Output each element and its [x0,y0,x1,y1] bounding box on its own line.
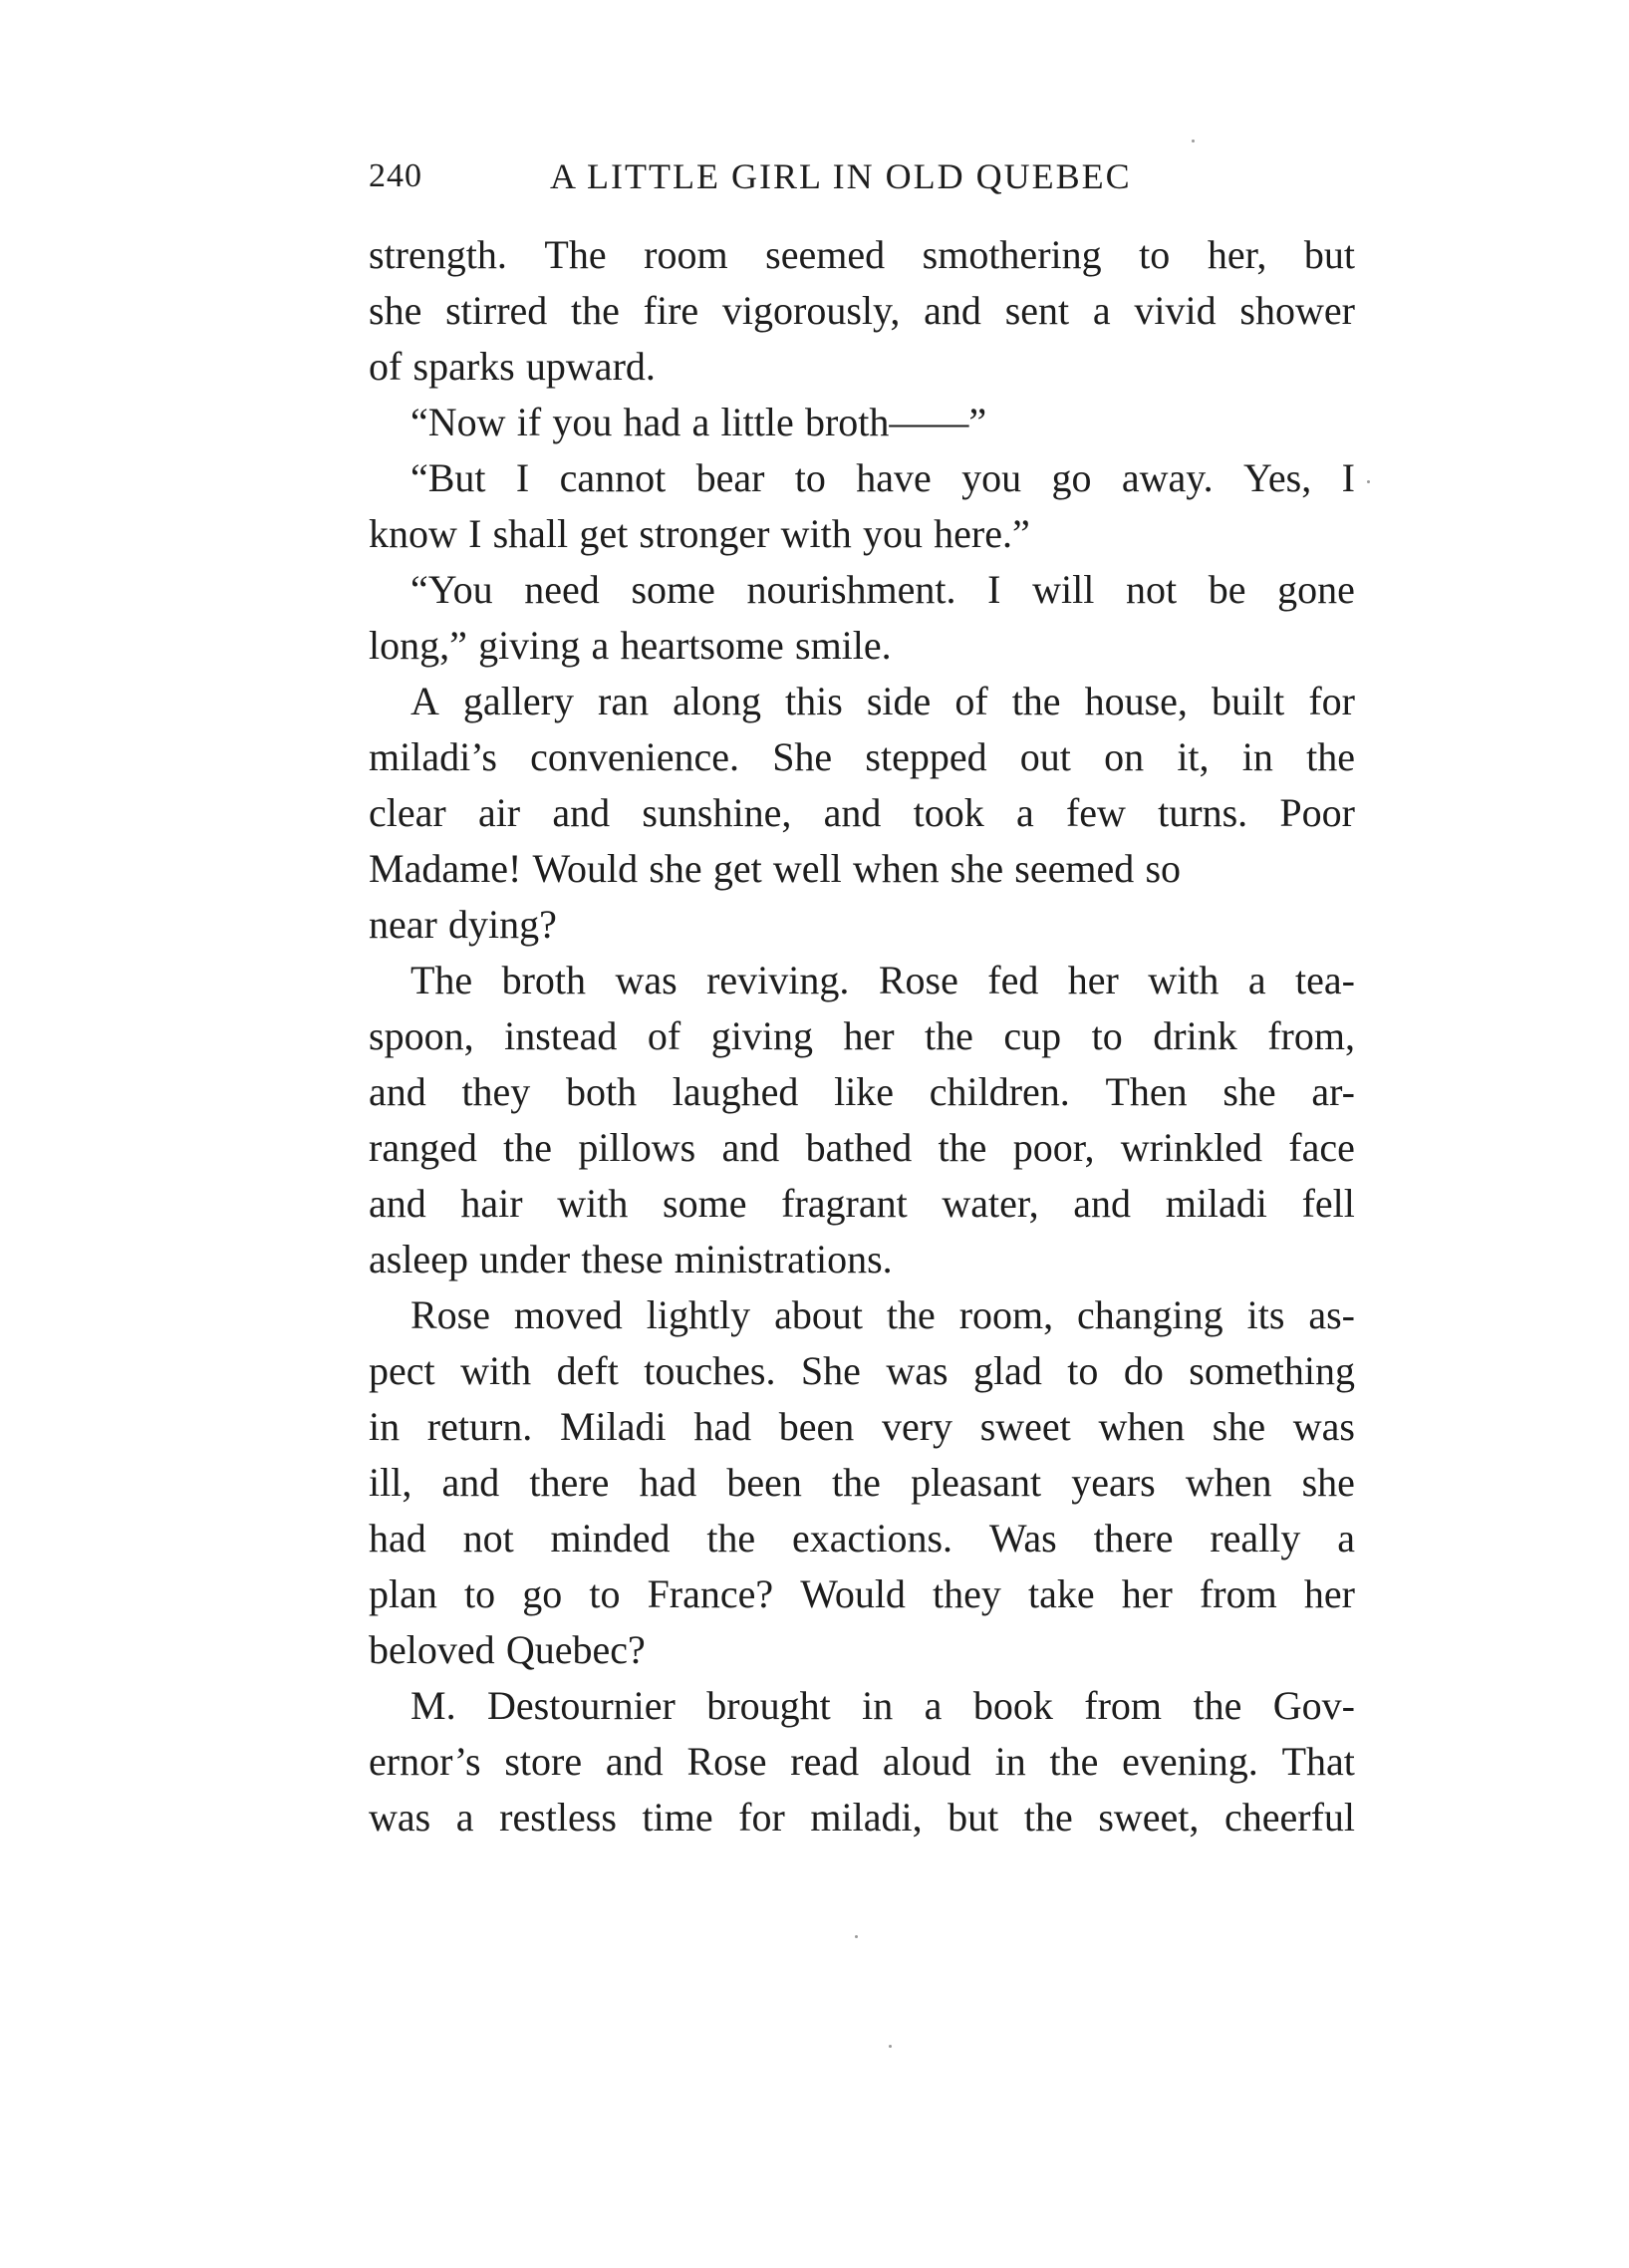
word: lightly [646,1292,751,1337]
text-line [369,897,1355,953]
word: if [516,400,542,444]
word: when [1185,1460,1272,1505]
word: Yes, [1243,455,1312,500]
text-line [369,450,1355,506]
word: a [1092,288,1111,333]
word: this [785,679,843,723]
word: from [1084,1683,1163,1728]
word: the [886,1292,936,1337]
word: shall [492,511,569,556]
word: Madame! [369,846,522,891]
word: in [369,1404,401,1449]
word: sweet [979,1404,1071,1449]
word: wrinkled [1120,1125,1262,1170]
word: the [925,1013,973,1058]
word: convenience. [530,734,739,779]
word: been [726,1460,802,1505]
word: The [410,958,473,1002]
word: plan [369,1571,437,1616]
word: go [1051,455,1092,500]
word: take [1028,1571,1095,1616]
word: near [369,902,437,947]
word: and [823,790,882,835]
word: room [644,232,728,277]
word: like [834,1069,895,1114]
word: she [1301,1460,1355,1505]
text-line [369,1176,1355,1232]
text-line [369,1343,1355,1399]
word: to [1091,1013,1123,1058]
word: miladi [1165,1181,1267,1226]
word: stronger [639,511,770,556]
word: The [544,232,607,277]
word: in [862,1683,894,1728]
word: really [1210,1516,1301,1560]
word: well [772,846,842,891]
text-line [369,674,1355,729]
word: not [462,1516,514,1560]
paper-speck [889,2045,892,2048]
word: gallery [462,679,574,723]
word: ernor’s [369,1739,481,1784]
word: she [369,288,422,333]
word: air [477,790,521,835]
word: sent [1004,288,1070,333]
word: with [557,1181,629,1226]
word: ill, [369,1460,412,1505]
text-line [369,1008,1355,1064]
word: and [605,1739,664,1784]
word: her [1121,1571,1173,1616]
word: Rose [686,1739,767,1784]
word: something [1189,1348,1355,1393]
text-line [369,283,1355,339]
word: France? [647,1571,774,1616]
text-line [369,1287,1355,1343]
word: she [950,846,1004,891]
text-line [369,1120,1355,1176]
word: clear [369,790,446,835]
word: you [552,400,613,444]
word: heartsome [620,623,784,668]
word: Was [988,1516,1057,1560]
word: out [1019,734,1071,779]
word: ranged [369,1125,477,1170]
word: was [615,958,678,1002]
word: broth——” [804,400,987,444]
word: miladi’s [369,734,497,779]
word: ran [598,679,650,723]
word: A [410,679,439,723]
word: her [1067,958,1119,1002]
text-line [369,1678,1355,1734]
word: her [843,1013,895,1058]
word: do [1123,1348,1164,1393]
word: Rose [878,958,958,1002]
word: a [1247,958,1266,1002]
paper-speck [855,1935,858,1938]
word: laughed [672,1069,799,1114]
word: you [961,455,1022,500]
text-line [369,953,1355,1008]
word: had [623,400,681,444]
word: it, [1177,734,1210,779]
word: along [673,679,761,723]
word: get [712,846,762,891]
word: minded [550,1516,671,1560]
word: about [774,1292,863,1337]
word: of [647,1013,681,1058]
word: to [1067,1348,1099,1393]
word: the [1306,734,1355,779]
word: sunshine, [642,790,792,835]
word: return. [426,1404,533,1449]
word: the [1193,1683,1242,1728]
word: instead [504,1013,618,1058]
text-line [369,729,1355,785]
word: the [571,288,620,333]
word: beloved [369,1627,495,1672]
word: exactions. [792,1516,953,1560]
word: was [1292,1404,1355,1449]
word: upward. [525,344,656,389]
word: giving [478,623,581,668]
word: ministrations. [674,1237,893,1281]
word: miladi, [810,1795,923,1840]
word: drink [1153,1013,1237,1058]
word: She [772,734,833,779]
word: had [639,1460,697,1505]
text-line [369,1734,1355,1790]
word: Destournier [487,1683,676,1728]
text-line [369,1566,1355,1622]
word: was [369,1795,431,1840]
word: stirred [445,288,548,333]
word: touches. [644,1348,776,1393]
word: spoon, [369,1013,474,1058]
word: away. [1121,455,1214,500]
word: sparks [412,344,515,389]
word: Gov- [1272,1683,1355,1728]
text-line [369,1622,1355,1678]
word: gone [1277,567,1355,612]
word: the [1023,1795,1073,1840]
word: took [913,790,984,835]
word: bathed [805,1125,913,1170]
word: nourishment. [746,567,956,612]
word: few [1065,790,1126,835]
text-line [369,1232,1355,1287]
text-line [369,339,1355,395]
text-line [369,227,1355,283]
word: a [455,1795,474,1840]
word: the [706,1516,756,1560]
word: pleasant [911,1460,1042,1505]
text-line [369,841,1355,897]
word: book [972,1683,1053,1728]
word: cannot [559,455,667,500]
word: vigorously, [721,288,901,333]
word: the [938,1125,987,1170]
word: little [720,400,794,444]
word: here.” [934,511,1030,556]
word: she [1222,1069,1276,1114]
word: you [862,511,923,556]
word: seemed [765,232,886,277]
word: to [589,1571,621,1616]
word: a [924,1683,943,1728]
word: asleep [369,1237,468,1281]
word: sweet, [1098,1795,1200,1840]
word: to [1139,232,1171,277]
word: M. [410,1683,456,1728]
word: stepped [865,734,987,779]
word: very [881,1404,953,1449]
word: they [461,1069,531,1114]
word: need [524,567,600,612]
word: be [1208,567,1246,612]
word: they [933,1571,1001,1616]
word: cup [1003,1013,1062,1058]
word: Would [800,1571,906,1616]
word: some [663,1181,747,1226]
word: there [1093,1516,1174,1560]
word: shower [1239,288,1355,333]
word: built [1211,679,1285,723]
word: cheerful [1223,1795,1355,1840]
word: but [948,1795,999,1840]
word: the [1049,1739,1099,1784]
word: ar- [1311,1069,1355,1114]
word: Miladi [559,1404,667,1449]
word: with [460,1348,532,1393]
word: there [529,1460,610,1505]
word: Would [532,846,639,891]
word: glad [972,1348,1042,1393]
word: and [369,1069,426,1114]
word: giving [710,1013,813,1058]
word: these [581,1237,664,1281]
word: she [1212,1404,1266,1449]
word: fire [643,288,699,333]
word: in [994,1739,1026,1784]
word: She [800,1348,861,1393]
word: poor, [1012,1125,1095,1170]
word: for [738,1795,785,1840]
word: some [631,567,715,612]
word: had [369,1516,426,1560]
body-text [369,227,1355,1845]
word: “But [410,455,486,500]
word: bear [695,455,765,500]
word: “You [410,567,493,612]
word: the [832,1460,881,1505]
word: when [852,846,940,891]
word: from, [1267,1013,1355,1058]
text-line [369,1790,1355,1845]
word: broth [501,958,587,1002]
text-line [369,395,1355,450]
word: time [642,1795,713,1840]
running-title: A LITTLE GIRL IN OLD QUEBEC [550,156,1132,196]
text-line [369,506,1355,562]
word: her [1303,1571,1355,1616]
word: reviving. [706,958,850,1002]
word: and [1073,1181,1132,1226]
word: hair [460,1181,523,1226]
word: for [1308,679,1355,723]
word: on [1104,734,1145,779]
word: room, [958,1292,1054,1337]
text-line [369,1511,1355,1566]
word: store [504,1739,583,1784]
word: her, [1207,232,1267,277]
word: to [794,455,826,500]
word: smile. [795,623,892,668]
word: under [479,1237,571,1281]
word: go [522,1571,563,1616]
word: will [1032,567,1095,612]
word: pect [369,1348,435,1393]
word: aloud [882,1739,971,1784]
running-header [369,151,1355,201]
word: fell [1301,1181,1355,1226]
word: with [780,511,852,556]
word: both [565,1069,638,1114]
word: been [778,1404,855,1449]
word: evening. [1122,1739,1258,1784]
word: smothering [922,232,1102,277]
word: pillows [578,1125,696,1170]
word: and [369,1181,426,1226]
word: vivid [1134,288,1217,333]
word: strength. [369,232,507,277]
page-number: 240 [369,157,422,194]
word: with [1148,958,1220,1002]
word: That [1281,1739,1355,1784]
word: face [1288,1125,1355,1170]
word: the [1011,679,1061,723]
word: a [591,623,610,668]
text-line [369,1399,1355,1455]
word: she [649,846,702,891]
word: the [503,1125,553,1170]
word: seemed [1014,846,1135,891]
word: years [1071,1460,1156,1505]
word: tea- [1295,958,1355,1002]
word: its [1246,1292,1285,1337]
word: and [721,1125,780,1170]
word: long,” [369,623,467,668]
word: a [1015,790,1034,835]
word: I [468,511,482,556]
word: in [1241,734,1273,779]
word: dying? [448,902,557,947]
word: so [1145,846,1182,891]
word: to [463,1571,496,1616]
word: water, [942,1181,1039,1226]
word: side [866,679,932,723]
word: and [441,1460,500,1505]
word: I [987,567,1001,612]
word: have [856,455,932,500]
word: changing [1077,1292,1223,1337]
word: had [693,1404,752,1449]
text-line [369,562,1355,618]
word: from [1199,1571,1277,1616]
word: a [691,400,710,444]
word: “Now [410,400,506,444]
word: Then [1105,1069,1188,1114]
word: Rose [410,1292,490,1337]
word: I [515,455,530,500]
word: get [579,511,629,556]
word: deft [556,1348,619,1393]
word: and [924,288,981,333]
word: of [369,344,403,389]
text-line [369,1064,1355,1120]
word: brought [706,1683,831,1728]
word: turns. [1158,790,1248,835]
word: restless [499,1795,617,1840]
word: but [1303,232,1355,277]
paper-speck [1367,480,1370,483]
text-line [369,1455,1355,1511]
word: I [1341,455,1355,500]
word: read [790,1739,860,1784]
word: fragrant [781,1181,908,1226]
word: of [954,679,988,723]
word: fed [987,958,1039,1002]
word: know [369,511,457,556]
text-line [369,618,1355,674]
word: when [1098,1404,1186,1449]
word: children. [929,1069,1070,1114]
paper-speck [1192,140,1195,142]
word: and [552,790,611,835]
word: Quebec? [505,1627,646,1672]
word: not [1125,567,1178,612]
word: house, [1084,679,1188,723]
word: a [1337,1516,1355,1560]
word: was [886,1348,949,1393]
text-line [369,785,1355,841]
word: as- [1308,1292,1355,1337]
word: Poor [1279,790,1355,835]
word: moved [513,1292,623,1337]
